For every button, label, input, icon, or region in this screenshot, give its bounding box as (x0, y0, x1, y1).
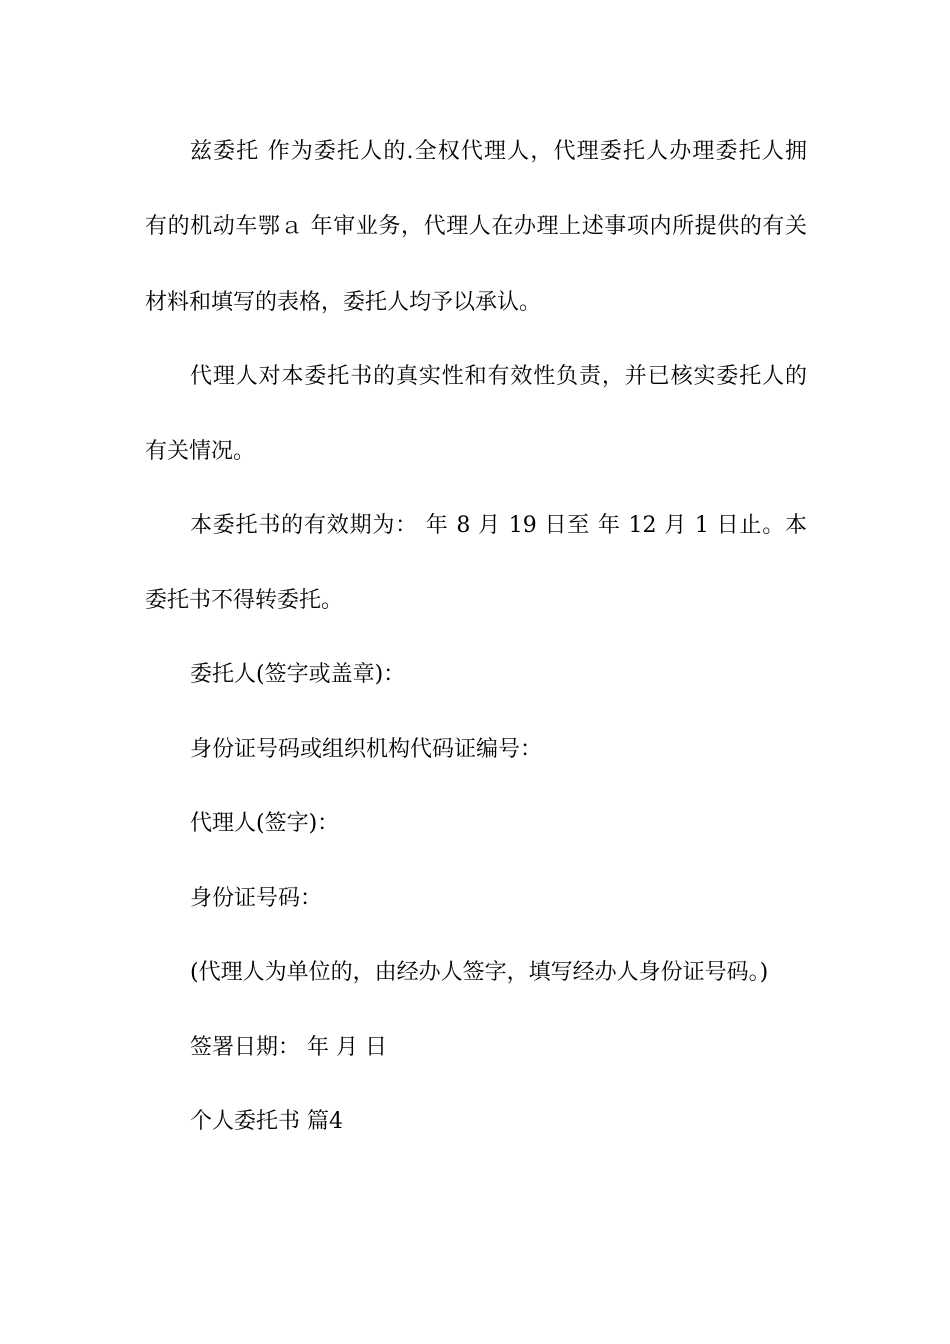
agent-note: (代理人为单位的，由经办人签字，填写经办人身份证号码。) (190, 960, 769, 985)
agent-signature-field: 代理人(签字)： (190, 811, 340, 836)
paragraph-1-line-1: 兹委托 作为委托人的.全权代理人，代理委托人办理委托人拥 (190, 139, 807, 164)
paragraph-2-line-2: 有关情况。 (145, 439, 256, 464)
paragraph-2-line-1: 代理人对本委托书的真实性和有效性负责，并已核实委托人的 (190, 364, 807, 389)
paragraph-3-line-1: 本委托书的有效期为： 年 8 月 19 日至 年 12 月 1 日止。本 (190, 513, 807, 538)
next-section-title: 个人委托书 篇4 (190, 1109, 343, 1134)
paragraph-1-line-3: 材料和填写的表格，委托人均予以承认。 (145, 290, 542, 315)
principal-signature-field: 委托人(签字或盖章)： (190, 662, 406, 687)
agent-id-field: 身份证号码： (190, 886, 323, 911)
signing-date-field: 签署日期： 年 月 日 (190, 1035, 387, 1060)
paragraph-3-line-2: 委托书不得转委托。 (145, 588, 344, 613)
paragraph-1-line-2: 有的机动车鄂ａ 年审业务，代理人在办理上述事项内所提供的有关 (145, 214, 807, 239)
principal-id-field: 身份证号码或组织机构代码证编号： (190, 737, 543, 762)
